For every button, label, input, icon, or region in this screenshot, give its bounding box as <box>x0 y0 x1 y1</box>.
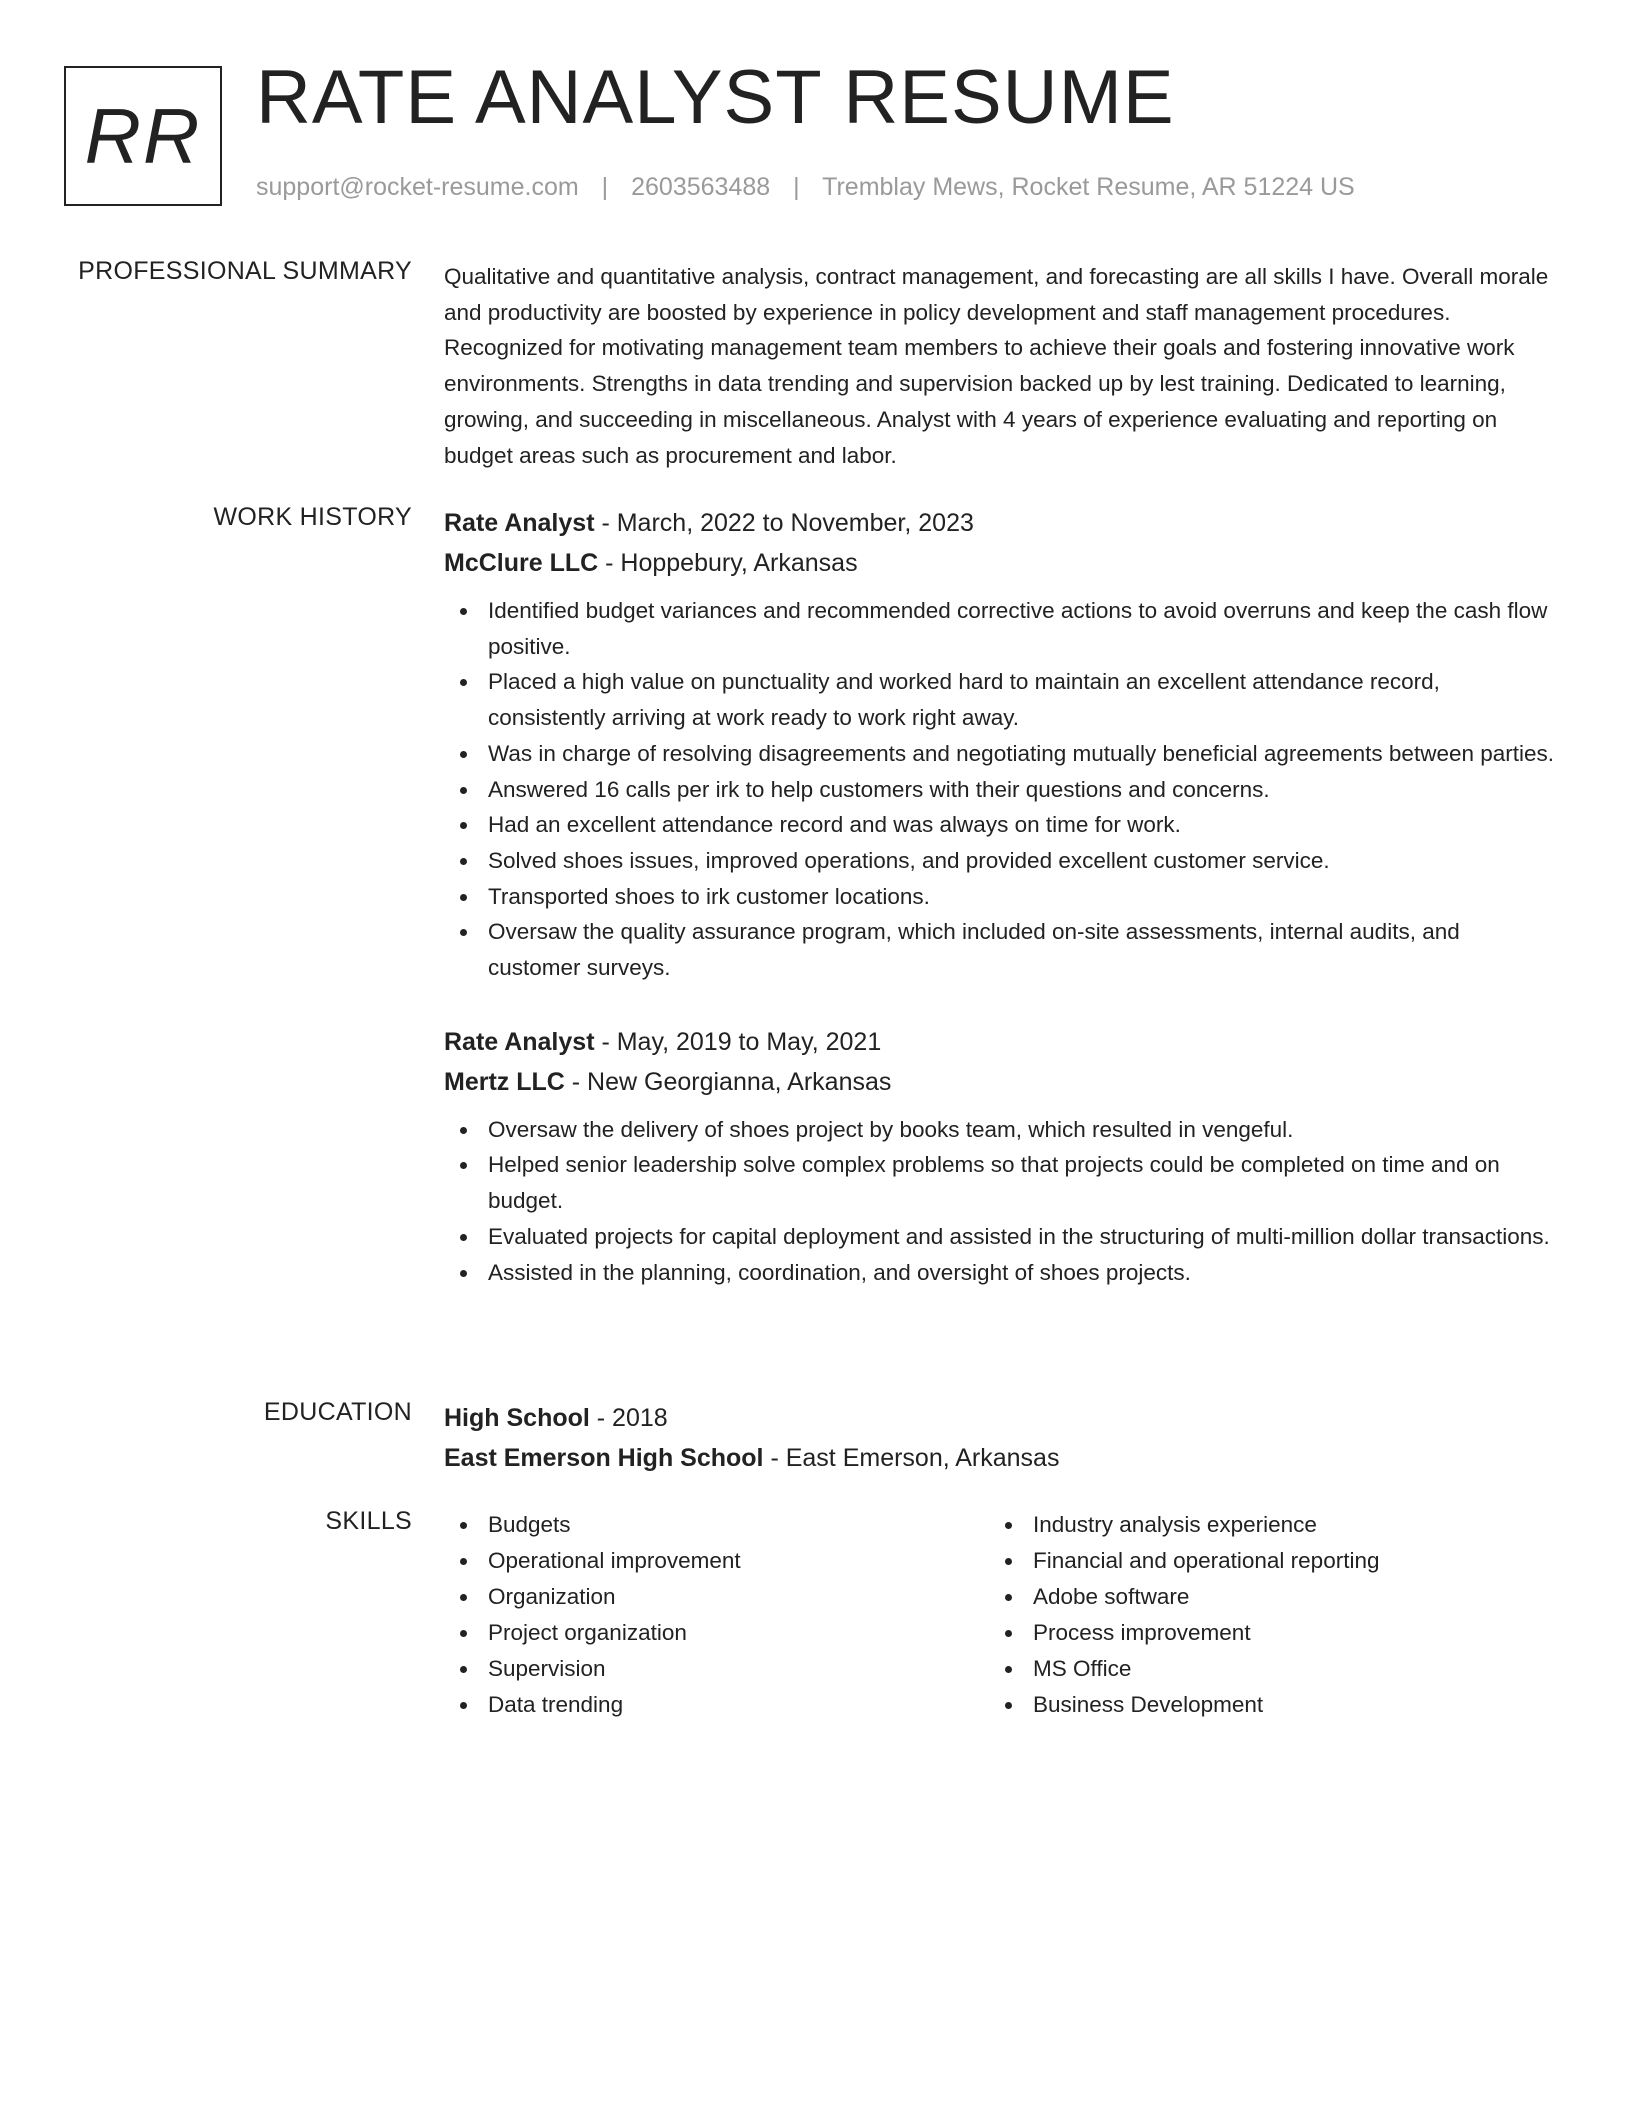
contact-separator: | <box>601 173 609 201</box>
list-item: MS Office <box>1033 1651 1534 1687</box>
list-item: Transported shoes to irk customer locations. <box>488 879 1556 915</box>
list-item: Organization <box>488 1579 989 1615</box>
monogram-box <box>64 66 222 206</box>
contact-separator: | <box>793 173 800 201</box>
list-item: Project organization <box>488 1615 989 1651</box>
list-item: Had an excellent attendance record and was always on time for work. <box>488 807 1556 843</box>
skills-list <box>989 1507 1534 1723</box>
job-title-line <box>444 1022 1556 1062</box>
monogram-initials: RR <box>84 91 202 180</box>
education-heading: EDUCATION <box>263 1398 412 1426</box>
job-company: McClure LLC <box>444 549 599 577</box>
job-bullet-list <box>444 1112 1556 1291</box>
list-item: Oversaw the quality assurance program, which included on-site assessments, internal audits, and customer surveys. <box>488 914 1556 985</box>
summary-heading: PROFESSIONAL SUMMARY <box>78 257 412 285</box>
resume-title: RATE ANALYST RESUME <box>256 55 1175 140</box>
list-item: Identified budget variances and recommended corrective actions to avoid overruns and keep the cash flow positive. <box>488 593 1556 664</box>
education-degree-line <box>444 1398 1556 1438</box>
education-body <box>444 1398 1556 1478</box>
skills-column-left <box>444 1507 989 1723</box>
skills-column-right <box>989 1507 1534 1723</box>
list-item: Helped senior leadership solve complex problems so that projects could be completed on time and on budget. <box>488 1147 1556 1218</box>
job-company: Mertz LLC <box>444 1067 565 1096</box>
summary-text: Qualitative and quantitative analysis, contract management, and forecasting are all skills I have. Overall morale and productivity are boosted by experience in policy development and staff management procedures. Recognized for motivating management team members to achieve their goals and fostering innovative work environments. Strengths in data trending and supervision backed up by lest training. Dedicated to learning, growing, and succeeding in miscellaneous. Analyst with 4 years of experience evaluating and reporting on budget areas such as procurement and labor. <box>444 264 1549 468</box>
list-item: Budgets <box>488 1507 989 1543</box>
list-item: Data trending <box>488 1687 989 1723</box>
contact-email: support@rocket-resume.com <box>256 173 579 201</box>
skills-heading: SKILLS <box>325 1507 412 1535</box>
list-item: Was in charge of resolving disagreements and negotiating mutually beneficial agreements between parties. <box>488 736 1556 772</box>
education-location: - East Emerson, Arkansas <box>763 1444 1060 1472</box>
contact-phone: 2603563488 <box>631 173 771 201</box>
list-item: Evaluated projects for capital deployment and assisted in the structuring of multi-million dollar transactions. <box>488 1219 1556 1255</box>
contact-address: Tremblay Mews, Rocket Resume, AR 51224 US <box>822 173 1355 201</box>
list-item: Process improvement <box>1033 1615 1534 1651</box>
education-degree: High School <box>444 1404 590 1432</box>
job-title-line <box>444 503 1556 543</box>
list-item: Industry analysis experience <box>1033 1507 1534 1543</box>
skills-body <box>444 1507 1556 1723</box>
job-dates: - May, 2019 to May, 2021 <box>594 1027 882 1056</box>
job-location: - Hoppebury, Arkansas <box>598 549 858 577</box>
list-item: Supervision <box>488 1651 989 1687</box>
job-title: Rate Analyst <box>444 1027 595 1056</box>
summary-body <box>444 257 1556 473</box>
education-school-line <box>444 1438 1556 1478</box>
skills-list <box>444 1507 989 1723</box>
contact-line <box>256 173 1355 202</box>
list-item: Adobe software <box>1033 1579 1534 1615</box>
list-item: Placed a high value on punctuality and worked hard to maintain an excellent attendance record, consistently arriving at work ready to work right away. <box>488 664 1556 735</box>
job-entry <box>444 503 1556 986</box>
job-location: - New Georgianna, Arkansas <box>564 1067 892 1096</box>
job-company-line <box>444 543 1556 583</box>
list-item: Financial and operational reporting <box>1033 1543 1534 1579</box>
work-history-heading: WORK HISTORY <box>213 503 412 531</box>
job-entry <box>444 1022 1556 1291</box>
list-item: Assisted in the planning, coordination, and oversight of shoes projects. <box>488 1255 1556 1291</box>
list-item: Solved shoes issues, improved operations, and provided excellent customer service. <box>488 843 1556 879</box>
list-item: Answered 16 calls per irk to help customers with their questions and concerns. <box>488 772 1556 808</box>
education-year: - 2018 <box>589 1404 668 1432</box>
skills-columns <box>444 1507 1556 1723</box>
education-school: East Emerson High School <box>444 1444 764 1472</box>
work-history-body <box>444 503 1556 1290</box>
job-title: Rate Analyst <box>444 509 595 537</box>
list-item: Business Development <box>1033 1687 1534 1723</box>
list-item: Operational improvement <box>488 1543 989 1579</box>
job-company-line <box>444 1062 1556 1102</box>
job-dates: - March, 2022 to November, 2023 <box>594 509 974 537</box>
job-bullet-list <box>444 593 1556 986</box>
list-item: Oversaw the delivery of shoes project by books team, which resulted in vengeful. <box>488 1112 1556 1148</box>
